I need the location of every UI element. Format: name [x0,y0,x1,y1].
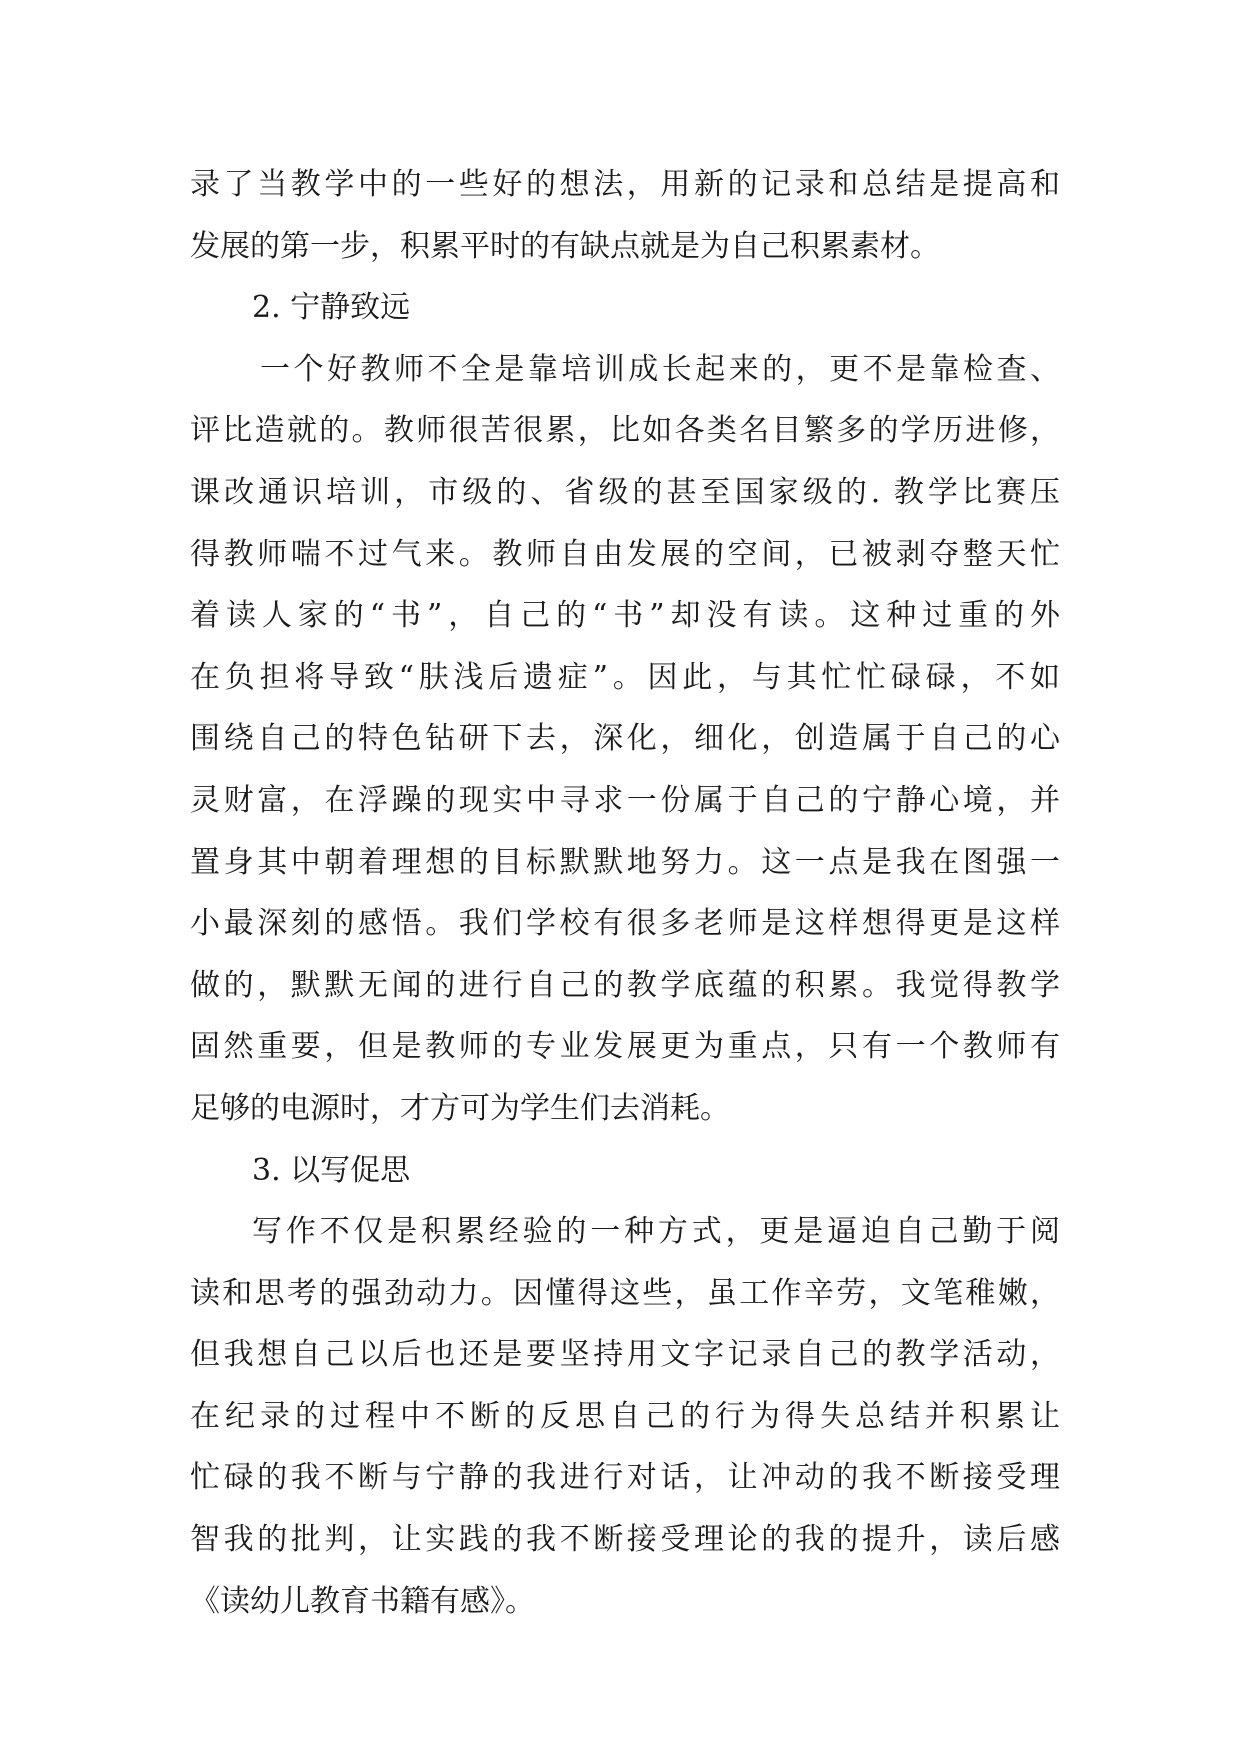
paragraph-line: 围绕自己的特色钻研下去，深化，细化，创造属于自己的心 [190,721,1060,757]
paragraph-line: 小最深刻的感悟。我们学校有很多老师是这样想得更是这样 [190,906,1060,942]
paragraph-line: 置身其中朝着理想的目标默默地努力。这一点是我在图强一 [190,844,1060,880]
paragraph-line: 读和思考的强劲动力。因懂得这些，虽工作辛劳，文笔稚嫩， [190,1275,1060,1311]
paragraph-line: 录了当教学中的一些好的想法，用新的记录和总结是提高和 [190,167,1060,202]
paragraph-line: 得教师喘不过气来。教师自由发展的空间，已被剥夺整天忙 [190,536,1060,572]
paragraph-line: 发展的第一步，积累平时的有缺点就是为自己积累素材。 [190,228,940,264]
paragraph-line: 课改通识培训，市级的、省级的甚至国家级的. 教学比赛压 [190,474,1060,510]
paragraph-line: 足够的电源时，才方可为学生们去消耗。 [190,1090,730,1126]
paragraph-line: 智我的批判，让实践的我不断接受理论的我的提升，读后感 [190,1522,1060,1558]
paragraph-line: 着读人家的“书”，自己的“书”却没有读。这种过重的外 [190,598,1060,634]
paragraph-line: 但我想自己以后也还是要坚持用文字记录自己的教学活动， [190,1337,1060,1373]
section-heading: 3. 以写促思 [252,1152,411,1188]
paragraph-line: 在负担将导致“肤浅后遗症”。因此，与其忙忙碌碌，不如 [190,659,1060,695]
paragraph-line: 固然重要，但是教师的专业发展更为重点，只有一个教师有 [190,1029,1060,1065]
paragraph-line: 在纪录的过程中不断的反思自己的行为得失总结并积累让 [190,1398,1060,1434]
paragraph-line: 灵财富，在浮躁的现实中寻求一份属于自己的宁静心境，并 [190,782,1060,818]
paragraph-line: 忙碌的我不断与宁静的我进行对话，让冲动的我不断接受理 [190,1460,1060,1496]
body-text [190,154,1060,1632]
paragraph-line: 做的，默默无闻的进行自己的教学底蕴的积累。我觉得教学 [190,967,1060,1003]
paragraph-line: 写作不仅是积累经验的一种方式，更是逼迫自己勤于阅 [252,1214,1060,1250]
section-heading: 2. 宁静致远 [252,290,411,326]
paragraph-line: 《读幼儿教育书籍有感》。 [190,1583,535,1619]
paragraph-line: 一个好教师不全是靠培训成长起来的，更不是靠检查、 [260,351,1060,387]
paragraph-line: 评比造就的。教师很苦很累，比如各类名目繁多的学历进修， [190,413,1060,449]
